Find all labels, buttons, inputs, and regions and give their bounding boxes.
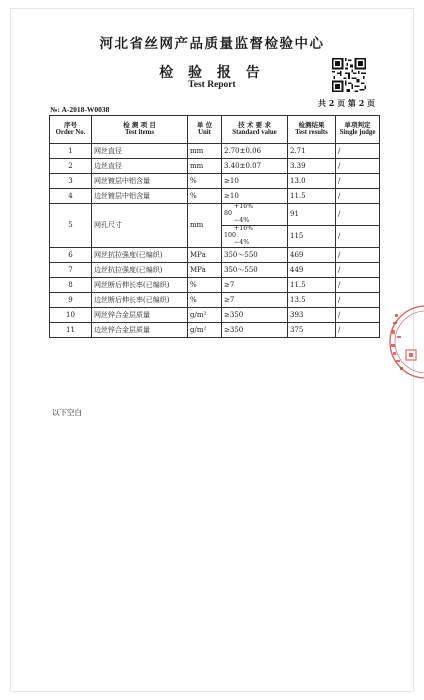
header-results: 检测结果 Test results bbox=[288, 116, 336, 144]
table-header-row bbox=[50, 116, 380, 144]
official-seal-stamp bbox=[386, 292, 424, 392]
report-title-cn: 检 验 报 告 bbox=[159, 65, 265, 81]
header-unit: 单 位 Unit bbox=[188, 116, 222, 144]
institution-title: 河北省丝网产品质量监督检验中心 bbox=[99, 36, 325, 52]
table-row: 7 边丝抗拉强度(已编织) MPa 350～550 449 / bbox=[50, 262, 380, 277]
table-row: 9 边丝断后伸长率(已编织) % ≥7 13.5 / bbox=[50, 292, 380, 307]
page-count: 共 2 页 第 2 页 bbox=[318, 98, 376, 108]
table-row: 3 网丝镀层中铝含量 % ≥10 13.0 / bbox=[50, 174, 380, 189]
table-row: 1 网丝直径 mm 2.70±0.06 2.71 / bbox=[50, 144, 380, 159]
table-row: 8 网丝断后伸长率(已编织) % ≥7 11.5 / bbox=[50, 277, 380, 292]
table-row: 2 边丝直径 mm 3.40±0.07 3.39 / bbox=[50, 159, 380, 174]
header-judge: 单项判定 Single judge bbox=[336, 116, 380, 144]
header-items: 检 测 项 目 Test items bbox=[92, 116, 188, 144]
report-number: №: A-2018-W0038 bbox=[50, 105, 110, 114]
table-row-mesh-1: 5 网孔尺寸 mm +16% 80 −4% 91 / bbox=[50, 204, 380, 226]
table-row: 11 边丝锌合金层质量 g/m² ≥350 375 / bbox=[50, 322, 380, 337]
results-table bbox=[49, 115, 380, 338]
header-order: 序号 Order No. bbox=[50, 116, 92, 144]
qr-code bbox=[332, 58, 366, 92]
header-standard: 技 术 要 求 Standard value bbox=[222, 116, 288, 144]
table-row: 10 网丝锌合金层质量 g/m² ≥350 393 / bbox=[50, 307, 380, 322]
table-row: 6 网丝抗拉强度(已编织) MPa 350～550 469 / bbox=[50, 247, 380, 262]
report-title-en: Test Report bbox=[188, 80, 236, 90]
blank-below-note: 以下空白 bbox=[52, 408, 82, 417]
table-row: 4 边丝镀层中铝含量 % ≥10 11.5 / bbox=[50, 189, 380, 204]
table-row-mesh-2: +16% 100 −4% 115 / bbox=[50, 225, 380, 247]
mesh-spec-2: +16% 100 −4% bbox=[222, 225, 288, 247]
mesh-spec-1: +16% 80 −4% bbox=[222, 204, 288, 226]
